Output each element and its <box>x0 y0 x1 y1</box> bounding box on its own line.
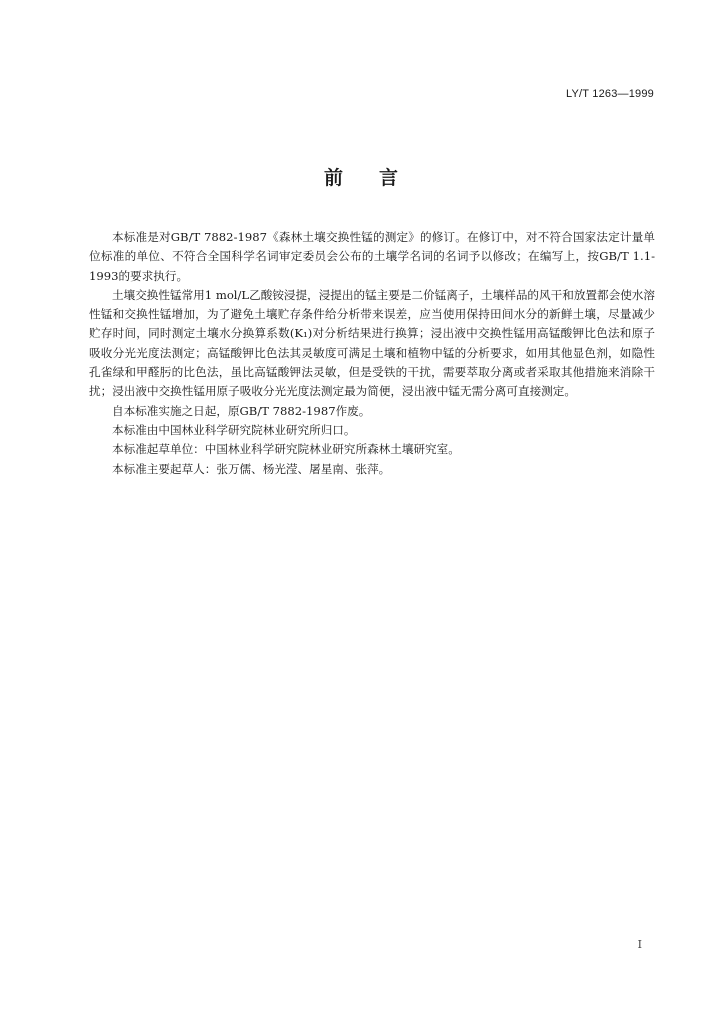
page-number: I <box>637 938 642 951</box>
paragraph-supersede: 自本标准实施之日起，原GB/T 7882-1987作废。 <box>112 403 371 418</box>
standard-number: LY/T 1263—1999 <box>565 88 654 100</box>
paragraph-drafters: 本标准主要起草人：张万儒、杨光滢、屠星南、张萍。 <box>112 461 391 476</box>
paragraph-drafting-unit: 本标准起草单位：中国林业科学研究院林业研究所森林土壤研究室。 <box>112 442 460 457</box>
title-char-1: 前 <box>323 167 345 189</box>
title-char-2: 言 <box>379 167 401 189</box>
page-title <box>0 163 724 190</box>
foreword-body <box>89 228 655 479</box>
paragraph-centralized: 本标准由中国林业科学研究院林业研究所归口。 <box>112 422 356 437</box>
paragraph-method: 土壤交换性锰常用1 mol/L乙酸铵浸提，浸提出的锰主要是二价锰离子，土壤样品的风干和放置都会使水溶性锰和交换性锰增加，为了避免土壤贮存条件给分析带来误差，应当使用保持田间水分的新鲜土壤，尽量减少贮存时间，同时测定土壤水分换算系数(K₁)对分析结果进行换算；浸出液中交换性锰用高锰酸钾比色法和原子吸收分光光度法测定；高锰酸钾比色法其灵敏度可满足土壤和植物中锰的分析要求，如用其他显色剂，如隐性孔雀绿和甲醛肟的比色法，虽比高锰酸钾法灵敏，但是受铁的干扰，需要萃取分离或者采取其他措施来消除干扰；浸出液中交换性锰用原子吸收分光光度法测定最为简便，浸出液中锰无需分离可直接测定。 <box>89 287 655 399</box>
paragraph-revision: 本标准是对GB/T 7882-1987《森林土壤交换性锰的测定》的修订。在修订中，对不符合国家法定计量单位标准的单位、不符合全国科学名词审定委员会公布的土壤学名词的名词予以修改；在编写上，按GB/T 1.1-1993的要求执行。 <box>89 230 655 283</box>
